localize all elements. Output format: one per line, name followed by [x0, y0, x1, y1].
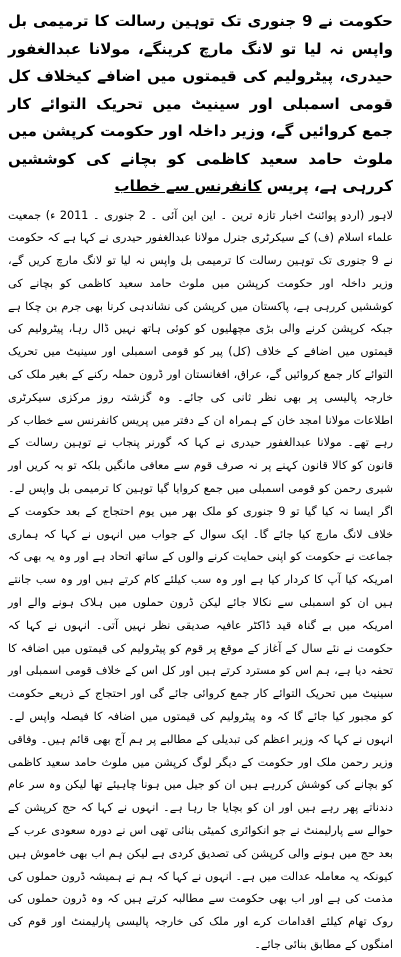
article	[8, 8, 394, 951]
headline-text: حکومت نے 9 جنوری تک توہین رسالت کا ترمیمی بل واپس نہ لیا تو لانگ مارچ کرینگے، مولانا عبدالغفور حیدری، پیٹرولیم کی قیمتوں میں اضافے کیخلاف کل قومی اسمبلی اور سینیٹ میں تحریک التوائے کار جمع کروائیں گے، وزیر داخلہ اور حکومت کرپشن میں ملوث حامد سعید کاظمی کو بچانے کی کوششیں کررہی ہے، پریس	[8, 12, 393, 195]
article-headline	[8, 8, 393, 201]
headline-tag: کانفرنس سے خطاب	[114, 177, 262, 195]
article-body: لاہور (اردو پوائنٹ اخبار تازہ ترین ۔ این این آئی ۔ 2 جنوری ۔ 2011 ء) جمعیت علماء اسلام (ف) کے سیکرٹری جنرل مولانا عبدالغفور حیدری نے کہا ہے کہ حکومت نے 9 جنوری تک توہین رسالت کا ترمیمی بل واپس نہ لیا تو لانگ مارچ کریں گے، وزیر داخلہ اور حکومت کرپشن میں ملوث حامد سعید کاظمی کو بچانے کی کوششیں کررہی ہے، پاکستان میں کرپشن کی نشاندہی کرنا بھی جرم بن چکا ہے جبکہ کرپشن کرنے والی بڑی مچھلیوں کو کوئی ہاتھ نہیں ڈال رہا، پیٹرولیم کی قیمتوں میں اضافے کے خلاف (کل) پیر کو قومی اسمبلی اور سینیٹ میں تحریک التوائے کار جمع کروائیں گے، عراق، افغانستان اور ڈرون حملہ رکنے کے بغیر ملک کی خارجہ پالیسی پر بھی نظر ثانی کی جائے۔ وہ گزشتہ روز مرکزی سیکرٹری اطلاعات مولانا امجد خان کے ہمراہ ان کے دفتر میں پریس کانفرنس سے خطاب کر رہے تھے۔ مولانا عبدالغفور حیدری نے کہا کہ گورنر پنجاب نے توہین رسالت کے قانون کو کالا قانون کہنے پر نہ صرف قوم سے معافی مانگیں بلکہ تو بہ کریں اور شیری رحمن کو قومی اسمبلی میں جمع کروایا گیا توہین کا ترمیمی بل واپس لے۔ اگر ایسا نہ کیا گیا تو 9 جنوری کو ملک بھر میں یوم احتجاج کے بعد حکومت کے خلاف لانگ مارچ کیا جائے گا۔ ایک سوال کے جواب میں انہوں نے کہا کہ ہماری جماعت نے حکومت کو اپنی حمایت کرنے والوں کے ساتھ اتحاد ہے اور وہ یہ بھی کہ امریکہ کیا آپ کا کردار کیا ہے اور وہ سب کیلئے کام کرتے ہیں اور وہ سب جانتے ہیں ان کو اسمبلی سے نکالا جائے لیکن ڈرون حملوں میں ہلاک ہونے والے اور امریکہ میں بے گناہ قید ڈاکٹر عافیہ صدیقی نظر نہیں آتی۔ انہوں نے کہا کہ حکومت نے نئے سال کے آغاز کے موقع پر قوم کو پیٹرولیم کی قیمتوں میں اضافہ کا تحفہ دیا ہے، ہم اس کو مسترد کرتے ہیں اور کل اس کے خلاف قومی اسمبلی اور سینیٹ میں تحریک التوائے کار جمع کروائی جائے گی اور احتجاج کے ذریعے حکومت کو مجبور کیا جائے گا کہ وہ پیٹرولیم کی قیمتوں میں اضافہ کا فیصلہ واپس لے۔ انہوں نے کہا کہ وزیر اعظم کی تبدیلی کے مطالبے پر ہم آج بھی قائم ہیں۔ وفاقی وزیر رحمن ملک اور حکومت کے دیگر لوگ کرپشن میں ملوث حامد سعید کاظمی کو بچانے کی کوشش کررہے ہیں ان کو جیل میں ہونا چاہیئے تھا لیکن وہ سر عام دندناتے پھر رہے ہیں اور ان کو بچایا جا رہا ہے۔ انہوں نے کہا کہ حج کرپشن کے حوالے سے پارلیمنٹ نے جو انکوائری کمیٹی بنائی تھی اس نے دورہ سعودی عرب کے بعد حج میں ہونے والی کرپشن کی تصدیق کردی ہے لیکن ہم اب بھی خاموش ہیں کیونکہ یہ معاملہ عدالت میں ہے۔ انہوں نے کہا کہ ہم نے ہمیشہ ڈرون حملوں کی مذمت کی ہے اور اب بھی حکومت سے مطالبہ کرتے ہیں کہ وہ ڈرون حملوں کی روک تھام کیلئے اقدامات کرے اور ملک کی خارجہ پالیسی پارلیمنٹ اور قوم کی امنگوں کے مطابق بنائی جائے۔	[8, 208, 394, 951]
